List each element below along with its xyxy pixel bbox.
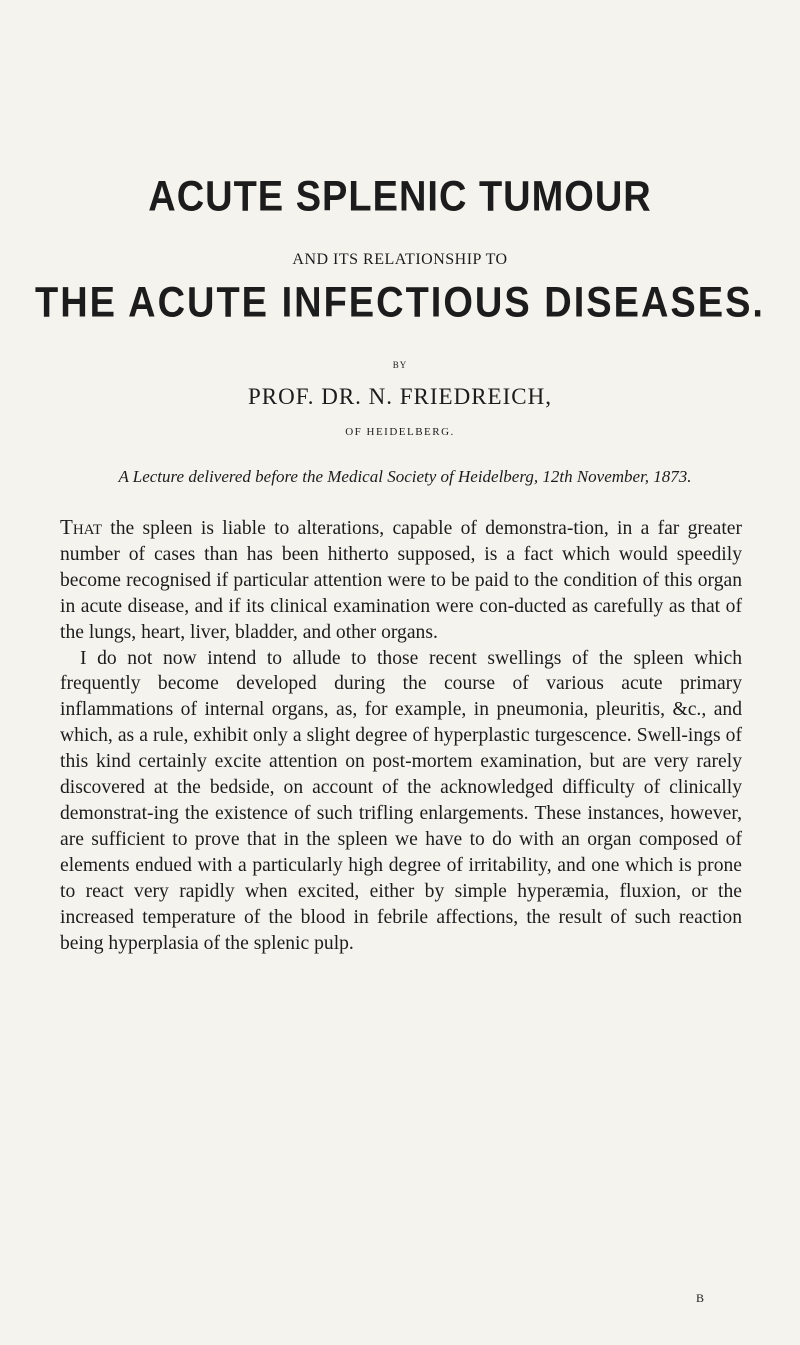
by-line: BY	[392, 360, 408, 370]
main-title: ACUTE SPLENIC TUMOUR	[148, 173, 652, 221]
body-text	[60, 515, 742, 956]
paragraph-1-lead: That	[60, 515, 102, 539]
paragraph-1-text: the spleen is liable to alterations, capable of demonstra-tion, in a far greater number of cases than has been hitherto supposed, is a fact which would speedily become recognised if particular attention were to be paid to the condition of this organ in acute disease, and if its clinical examination were con-ducted as carefully as that of the lungs, heart, liver, bladder, and other organs.	[60, 518, 742, 643]
author-name: PROF. DR. N. FRIEDREICH,	[248, 384, 552, 409]
paragraph-2: I do not now intend to allude to those recent swellings of the spleen which frequently become developed during the course of various acute primary inflammations of internal organs, as, for example, in pneumonia, pleuritis, &c., and which, as a rule, exhibit only a slight degree of hyperplastic turgescence. Swell-ings of this kind certainly excite attention on post-mortem examination, but are very rarely discovered at the bedside, on account of the acknowledged difficulty of clinically demonstrat-ing the existence of such trifling enlargements. These instances, however, are sufficient to prove that in the spleen we have to do with an organ composed of elements endued with a particularly high degree of irritability, and one which is prone to react very rapidly when excited, either by simple hyperæmia, fluxion, or the increased temperature of the blood in febrile affections, the result of such reaction being hyperplasia of the splenic pulp.	[60, 647, 742, 954]
signature-mark: B	[696, 1291, 705, 1305]
author-affiliation: OF HEIDELBERG.	[345, 426, 455, 438]
subtitle: AND ITS RELATIONSHIP TO	[292, 251, 508, 268]
lecture-note: A Lecture delivered before the Medical Society of Heidelberg, 12th November, 1873.	[118, 467, 692, 486]
second-title: THE ACUTE INFECTIOUS DISEASES.	[35, 279, 765, 327]
paragraph-1	[60, 515, 742, 646]
